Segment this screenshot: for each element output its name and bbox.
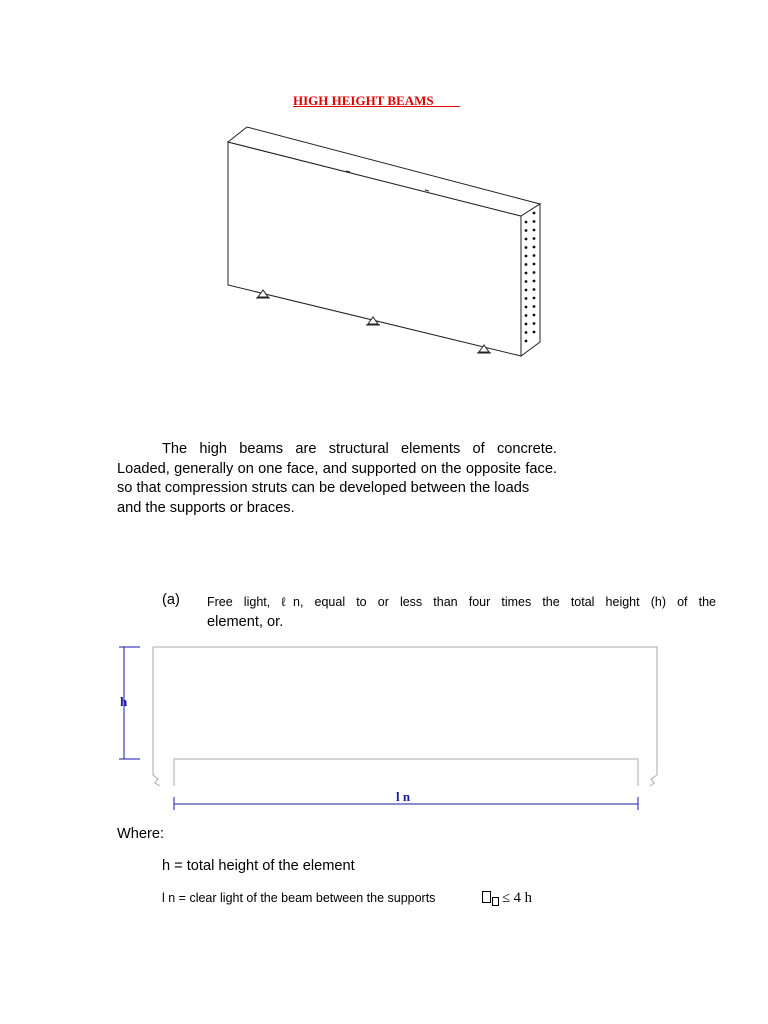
item-a-label: (a) — [162, 592, 180, 608]
definition-ln: l n = clear light of the beam between the supports — [162, 891, 436, 905]
where-label: Where: — [117, 826, 165, 842]
missing-glyph-box — [492, 897, 499, 906]
intro-line: so that compression struts can be developed between the loads — [117, 480, 530, 496]
definition-h: h = total height of the element — [162, 858, 355, 874]
item-a-line1: Free light, ℓn, equal to or less than four times the total height (h) of the — [207, 595, 716, 609]
page-title: HIGH HEIGHT BEAMS____ — [293, 93, 460, 108]
span-label: l n — [396, 789, 411, 804]
missing-glyph-box — [482, 891, 491, 903]
height-label: h — [120, 694, 128, 709]
intro-line: Loaded, generally on one face, and supported on the opposite face. — [117, 460, 557, 477]
intro-line: The high beams are structural elements of concrete. — [162, 441, 557, 457]
beam-outline — [153, 647, 657, 786]
intro-line: and the supports or braces. — [117, 499, 295, 516]
item-a-line2: element, or. — [207, 614, 284, 630]
formula-text: ≤ 4 h — [502, 890, 532, 906]
span-limit-formula — [482, 890, 532, 907]
